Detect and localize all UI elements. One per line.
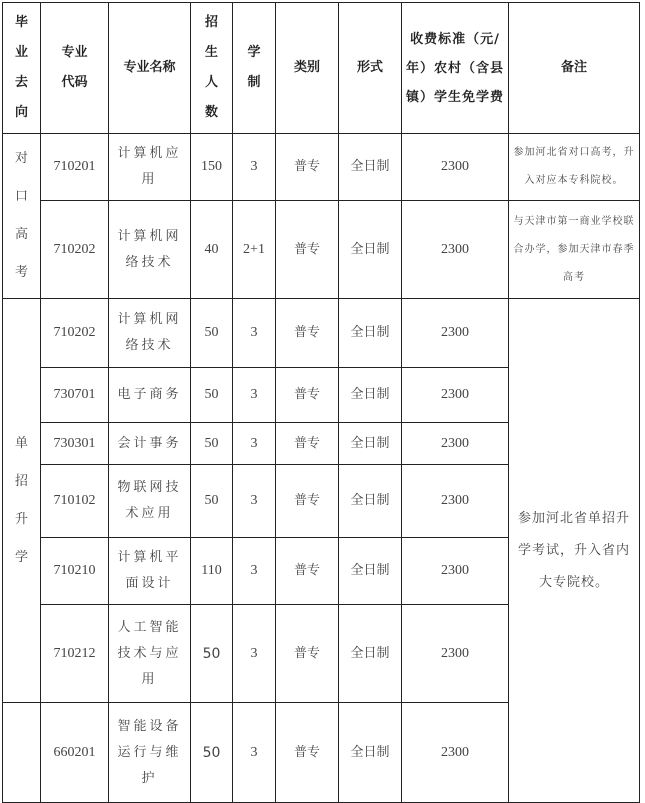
- code-cell: 710201: [41, 134, 109, 201]
- category-cell: 普专: [276, 605, 339, 703]
- duration-cell: 3: [233, 134, 276, 201]
- enroll-cell: 150: [191, 134, 233, 201]
- category-cell: 普专: [276, 465, 339, 538]
- enroll-cell: 50: [191, 423, 233, 465]
- fee-cell: 2300: [402, 299, 509, 368]
- duration-cell: 3: [233, 605, 276, 703]
- name-cell: 物联网技术应用: [109, 465, 191, 538]
- code-cell: 660201: [41, 703, 109, 803]
- mode-cell: 全日制: [339, 423, 402, 465]
- code-cell: 710202: [41, 299, 109, 368]
- code-cell: 710202: [41, 201, 109, 299]
- mode-cell: 全日制: [339, 299, 402, 368]
- duration-cell: 3: [233, 368, 276, 423]
- enroll-cell: 50: [191, 703, 233, 803]
- enroll-cell: 50: [191, 299, 233, 368]
- category-cell: 普专: [276, 423, 339, 465]
- fee-cell: 2300: [402, 465, 509, 538]
- header-duration: 学制: [233, 3, 276, 134]
- name-cell: 智能设备运行与维护: [109, 703, 191, 803]
- enroll-cell: 50: [191, 605, 233, 703]
- fee-cell: 2300: [402, 423, 509, 465]
- fee-cell: 2300: [402, 368, 509, 423]
- mode-cell: 全日制: [339, 368, 402, 423]
- duration-cell: 3: [233, 299, 276, 368]
- table-row: [3, 201, 640, 299]
- name-cell: 计算机网络技术: [109, 299, 191, 368]
- direction-cell: 单招升学: [3, 299, 41, 703]
- fee-cell: 2300: [402, 201, 509, 299]
- name-cell: 会计事务: [109, 423, 191, 465]
- category-cell: 普专: [276, 201, 339, 299]
- code-cell: 710212: [41, 605, 109, 703]
- mode-cell: 全日制: [339, 605, 402, 703]
- fee-cell: 2300: [402, 538, 509, 605]
- fee-cell: 2300: [402, 703, 509, 803]
- mode-cell: 全日制: [339, 201, 402, 299]
- remark-cell: 参加河北省单招升学考试，升入省内大专院校。: [509, 299, 640, 803]
- category-cell: 普专: [276, 703, 339, 803]
- header-enroll: 招生人数: [191, 3, 233, 134]
- category-cell: 普专: [276, 299, 339, 368]
- header-code: 专业代码: [41, 3, 109, 134]
- mode-cell: 全日制: [339, 465, 402, 538]
- header-remark: 备注: [509, 3, 640, 134]
- category-cell: 普专: [276, 368, 339, 423]
- code-cell: 730301: [41, 423, 109, 465]
- category-cell: 普专: [276, 134, 339, 201]
- header-name: 专业名称: [109, 3, 191, 134]
- category-cell: 普专: [276, 538, 339, 605]
- fee-cell: 2300: [402, 605, 509, 703]
- header-category: 类别: [276, 3, 339, 134]
- table-row: [3, 299, 640, 368]
- table-row: [3, 134, 640, 201]
- direction-cell: [3, 703, 41, 803]
- mode-cell: 全日制: [339, 703, 402, 803]
- duration-cell: 3: [233, 423, 276, 465]
- header-direction: 毕业去向: [3, 3, 41, 134]
- enroll-cell: 40: [191, 201, 233, 299]
- duration-cell: 3: [233, 465, 276, 538]
- name-cell: 人工智能技术与应用: [109, 605, 191, 703]
- name-cell: 计算机应用: [109, 134, 191, 201]
- fee-cell: 2300: [402, 134, 509, 201]
- enrollment-table: [2, 2, 640, 803]
- name-cell: 计算机网络技术: [109, 201, 191, 299]
- duration-cell: 2+1: [233, 201, 276, 299]
- direction-cell: 对口高考: [3, 134, 41, 299]
- enroll-cell: 110: [191, 538, 233, 605]
- code-cell: 710210: [41, 538, 109, 605]
- mode-cell: 全日制: [339, 538, 402, 605]
- header-fee: 收费标准（元/年）农村（含县镇）学生免学费: [402, 3, 509, 134]
- header-mode: 形式: [339, 3, 402, 134]
- code-cell: 730701: [41, 368, 109, 423]
- name-cell: 计算机平面设计: [109, 538, 191, 605]
- duration-cell: 3: [233, 538, 276, 605]
- remark-cell: 参加河北省对口高考，升入对应本专科院校。: [509, 134, 640, 201]
- header-row: [3, 3, 640, 134]
- name-cell: 电子商务: [109, 368, 191, 423]
- remark-cell: 与天津市第一商业学校联合办学，参加天津市春季高考: [509, 201, 640, 299]
- enroll-cell: 50: [191, 368, 233, 423]
- code-cell: 710102: [41, 465, 109, 538]
- enroll-cell: 50: [191, 465, 233, 538]
- mode-cell: 全日制: [339, 134, 402, 201]
- duration-cell: 3: [233, 703, 276, 803]
